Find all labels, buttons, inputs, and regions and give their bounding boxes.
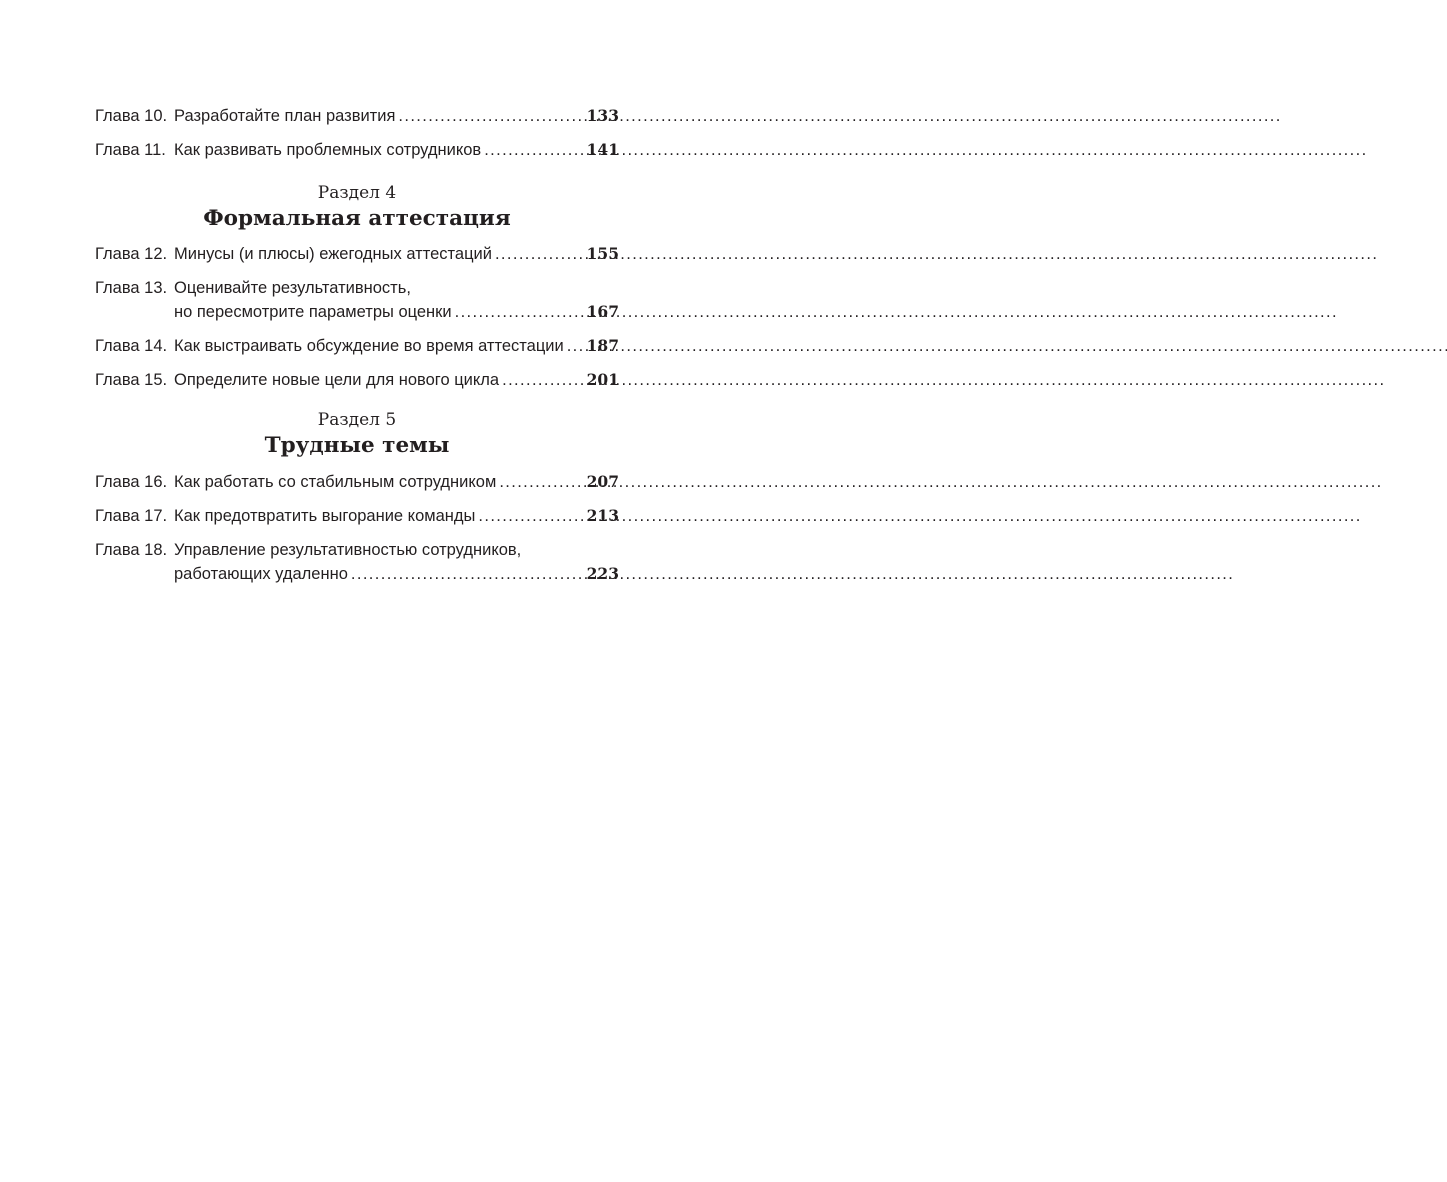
- chapter-group-3: [95, 470, 619, 586]
- chapter-label: Глава 11.: [95, 141, 166, 159]
- chapter-last-line: [174, 368, 619, 392]
- chapter-body: [174, 470, 619, 494]
- section-title: Трудные темы: [264, 433, 450, 458]
- section-number: Раздел 5: [317, 410, 397, 430]
- chapter-last-line: [174, 562, 619, 586]
- chapter-last-line: [174, 334, 619, 358]
- chapter-last-line: [174, 138, 619, 162]
- dot-leader: [567, 334, 583, 358]
- chapter-title: работающих удаленно: [174, 565, 348, 583]
- chapter-group-1: [95, 104, 619, 162]
- dot-leader: [398, 104, 582, 128]
- page-number: 207: [586, 472, 619, 491]
- page-number: 167: [586, 302, 619, 321]
- page-number: 213: [586, 506, 619, 525]
- chapter-last-line: [174, 104, 619, 128]
- chapter-title: Минусы (и плюсы) ежегодных аттестаций: [174, 245, 492, 263]
- chapter-label: Глава 14.: [95, 337, 168, 355]
- chapter-label: Глава 10.: [95, 107, 168, 125]
- chapter-title: Как работать со стабильным сотрудником: [174, 473, 497, 491]
- chapter-body: [174, 334, 619, 358]
- section-heading-5: [95, 409, 619, 461]
- chapter-last-line: [174, 504, 619, 528]
- section-number: Раздел 4: [317, 183, 397, 203]
- toc-entry[interactable]: [95, 368, 619, 392]
- toc-entry[interactable]: [95, 242, 619, 266]
- toc-entry[interactable]: [95, 138, 619, 162]
- toc-entry[interactable]: [95, 334, 619, 358]
- chapter-title: но пересмотрите параметры оценки: [174, 303, 452, 321]
- chapter-title: Как развивать проблемных сотрудников: [174, 141, 482, 159]
- chapter-label: Глава 12.: [95, 245, 168, 263]
- chapter-title-line: Оценивайте результативность,: [174, 279, 411, 297]
- chapter-group-2: [95, 242, 619, 392]
- chapter-label: Глава 13.: [95, 279, 168, 297]
- chapter-body: [174, 504, 619, 528]
- chapter-body: [174, 538, 619, 586]
- chapter-label: Глава 18.: [95, 541, 168, 559]
- chapter-title: Как выстраивать обсуждение во время аттестации: [174, 337, 564, 355]
- dot-leader: [495, 242, 583, 266]
- dot-leader: [499, 470, 582, 494]
- page-number: 187: [586, 336, 619, 355]
- chapter-label: Глава 17.: [95, 507, 168, 525]
- page-number: 133: [586, 106, 619, 125]
- table-of-contents: [95, 104, 619, 596]
- chapter-body: [174, 104, 619, 128]
- toc-entry[interactable]: [95, 538, 619, 586]
- chapter-label: Глава 15.: [95, 371, 168, 389]
- dot-leader: [502, 368, 583, 392]
- chapter-body: [174, 138, 619, 162]
- dot-leader: [351, 562, 583, 586]
- chapter-title: Как предотвратить выгорание команды: [174, 507, 476, 525]
- page-number: 223: [586, 564, 619, 583]
- dot-leader: [478, 504, 582, 528]
- chapter-title: Определите новые цели для нового цикла: [174, 371, 500, 389]
- chapter-title-line: Управление результативностью сотрудников,: [174, 541, 522, 559]
- toc-entry[interactable]: [95, 276, 619, 324]
- page-number: 155: [586, 244, 619, 263]
- chapter-last-line: [174, 300, 619, 324]
- page-number: 141: [586, 140, 619, 159]
- section-title: Формальная аттестация: [203, 206, 511, 231]
- chapter-body: [174, 368, 619, 392]
- chapter-last-line: [174, 242, 619, 266]
- toc-entry[interactable]: [95, 104, 619, 128]
- dot-leader: [484, 138, 582, 162]
- chapter-last-line: [174, 470, 619, 494]
- chapter-body: [174, 276, 619, 324]
- chapter-label: Глава 16.: [95, 473, 168, 491]
- dot-leader: [455, 300, 583, 324]
- chapter-body: [174, 242, 619, 266]
- section-heading-4: [95, 182, 619, 234]
- toc-entry[interactable]: [95, 470, 619, 494]
- page-number: 201: [586, 370, 619, 389]
- toc-entry[interactable]: [95, 504, 619, 528]
- chapter-title: Разработайте план развития: [174, 107, 396, 125]
